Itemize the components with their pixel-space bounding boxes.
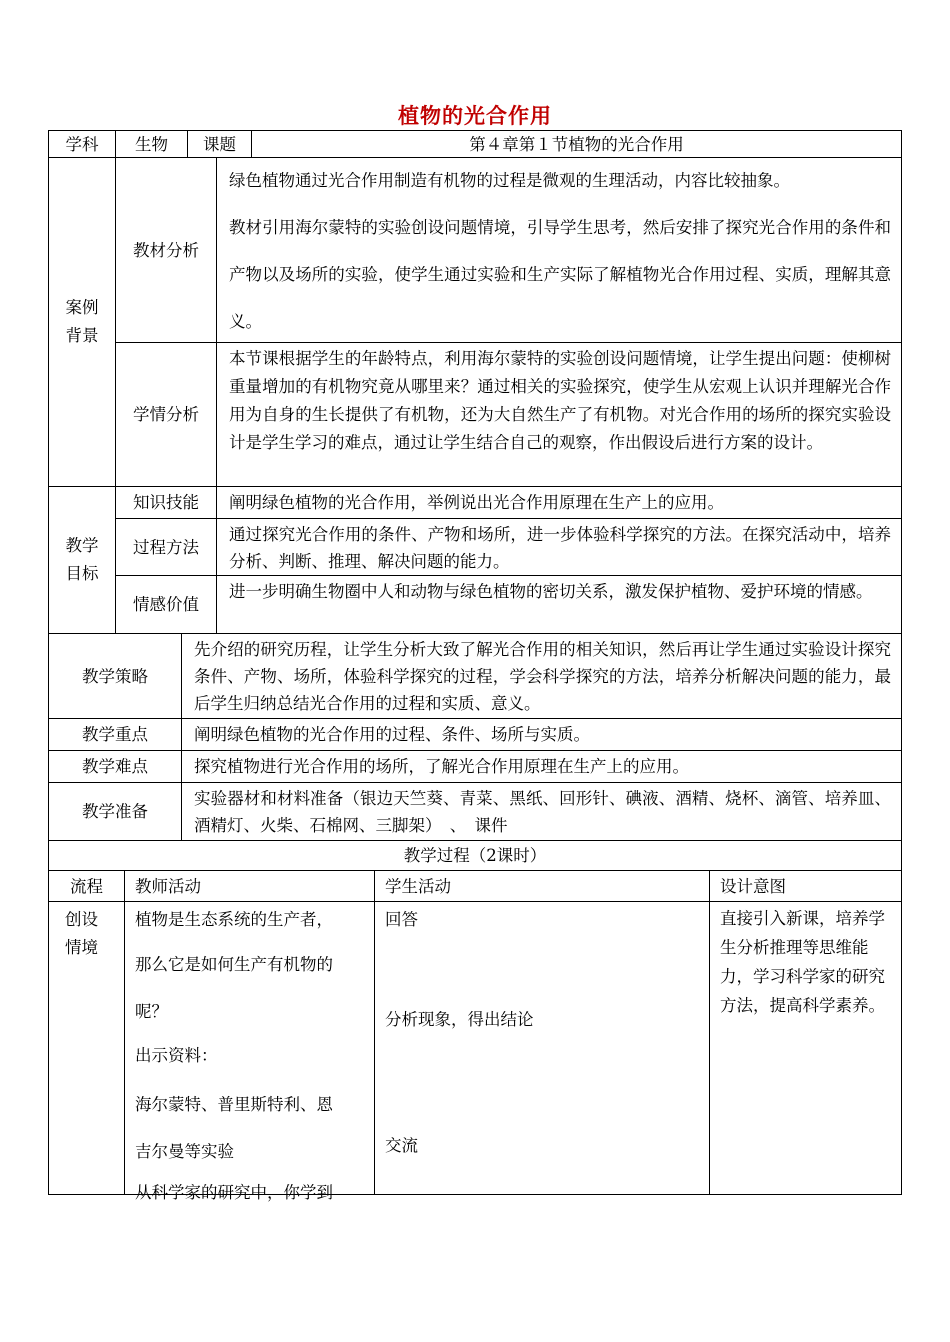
key-text: 阐明绿色植物的光合作用的过程、条件、场所与实质。: [181, 718, 902, 751]
subject-value: 生物: [115, 130, 188, 158]
flow-cell: 创设情境: [48, 901, 125, 1195]
process-title: 教学过程（2课时）: [48, 840, 902, 871]
textbook-label: 教材分析: [115, 157, 217, 343]
goals-label: 教学目标: [48, 486, 116, 634]
difficulty-text: 探究植物进行光合作用的场所，了解光合作用原理在生产上的应用。: [181, 750, 902, 783]
header-teacher: 教师活动: [124, 870, 375, 902]
prep-text: 实验器材和材料准备（银边天竺葵、青菜、黑纸、回形针、碘液、酒精、烧杯、滴管、培养皿、酒精灯、火柴、石棉网、三脚架） 、 课件: [181, 782, 902, 841]
header-flow: 流程: [48, 870, 125, 902]
student-text: 本节课根据学生的年龄特点，利用海尔蒙特的实验创设问题情境，让学生提出问题：使柳树重量增加的有机物究竟从哪里来？通过相关的实验探究，使学生从宏观上认识并理解光合作用为自身的生长提供了有机物，还为大自然生产了有机物。对光合作用的场所的探究实验设计是学生学习的难点，通过让学生结合自己的观察，作出假设后进行方案的设计。: [216, 342, 902, 487]
difficulty-label: 教学难点: [48, 750, 182, 783]
emotion-label: 情感价值: [115, 575, 217, 634]
knowledge-text: 阐明绿色植物的光合作用，举例说出光合作用原理在生产上的应用。: [216, 486, 902, 519]
process-method-label: 过程方法: [115, 518, 217, 576]
key-label: 教学重点: [48, 718, 182, 751]
topic-value: 第４章第１节植物的光合作用: [251, 130, 902, 158]
student-label: 学情分析: [115, 342, 217, 487]
emotion-text: 进一步明确生物圈中人和动物与绿色植物的密切关系，激发保护植物、爱护环境的情感。: [216, 575, 902, 634]
knowledge-label: 知识技能: [115, 486, 217, 519]
header-student: 学生活动: [374, 870, 710, 902]
strategy-label: 教学策略: [48, 633, 182, 719]
page-title: 植物的光合作用: [398, 104, 552, 128]
subject-label: 学科: [48, 130, 116, 158]
background-label: 案例背景: [48, 157, 116, 487]
prep-label: 教学准备: [48, 782, 182, 841]
textbook-text: 绿色植物通过光合作用制造有机物的过程是微观的生理活动，内容比较抽象。 教材引用海尔蒙特的实验创设问题情境，引导学生思考，然后安排了探究光合作用的条件和产物以及场所的实验，使学生通过实验和生产实际了解植物光合作用过程、实质，理解其意义。: [216, 157, 902, 343]
header-design: 设计意图: [709, 870, 902, 902]
strategy-text: 先介绍的研究历程，让学生分析大致了解光合作用的相关知识，然后再让学生通过实验设计探究条件、产物、场所，体验科学探究的过程，学会科学探究的方法，培养分析解决问题的能力，最后学生归纳总结光合作用的过程和实质、意义。: [181, 633, 902, 719]
topic-label: 课题: [187, 130, 252, 158]
student-activity: 回答 分析现象，得出结论 交流: [374, 901, 710, 1195]
process-method-text: 通过探究光合作用的条件、产物和场所，进一步体验科学探究的方法。在探究活动中，培养分析、判断、推理、解决问题的能力。: [216, 518, 902, 576]
teacher-activity: 植物是生态系统的生产者， 那么它是如何生产有机物的 呢？ 出示资料： 海尔蒙特、普里斯特利、恩 吉尔曼等实验 从科学家的研究中，你学到: [124, 901, 375, 1195]
design-intent: 直接引入新课，培养学生分析推理等思维能力，学习科学家的研究方法，提高科学素养。: [709, 901, 902, 1195]
